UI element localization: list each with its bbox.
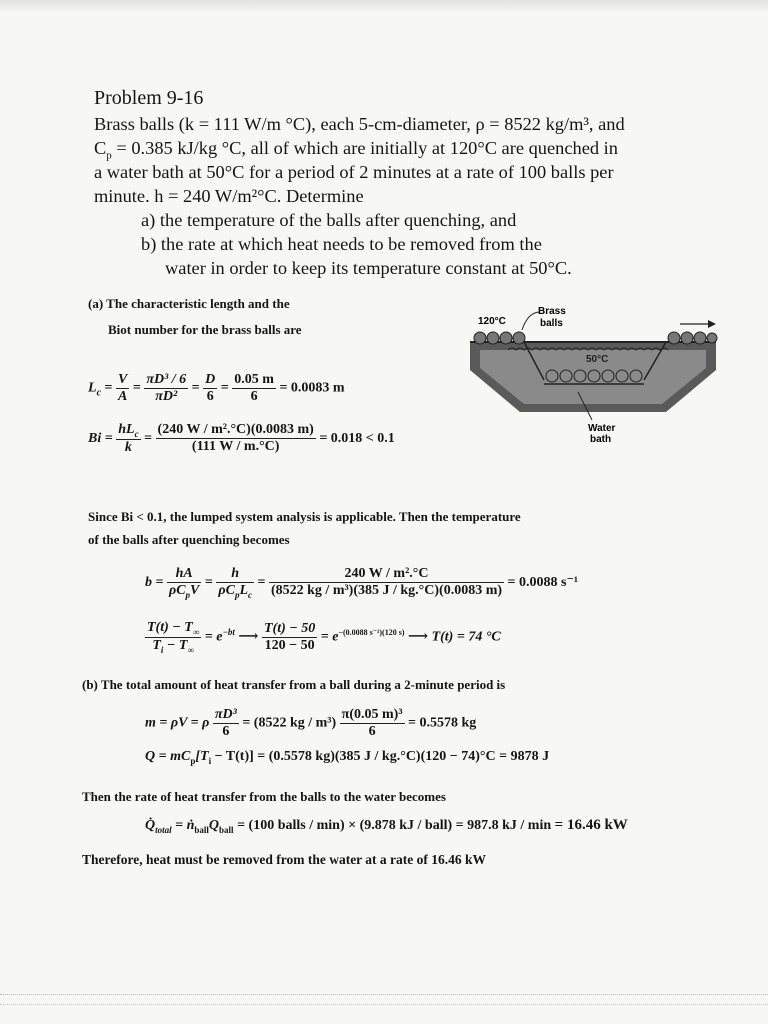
t-num-text: T(t) − T bbox=[147, 620, 193, 635]
page-bottom-edge-2 bbox=[0, 1004, 768, 1006]
q-rest-2: − T(t)] = (0.5578 kg)(385 J / kg.°C)(120 − 74)°C = 9878 J bbox=[211, 749, 550, 764]
ball bbox=[500, 332, 512, 344]
q-rest: [T bbox=[195, 749, 209, 764]
problem-line-3: a water bath at 50°C for a period of 2 minutes at a rate of 100 balls per bbox=[94, 162, 614, 182]
rate-equation bbox=[145, 817, 628, 835]
rho-c: ρC bbox=[168, 583, 186, 598]
ball bbox=[487, 332, 499, 344]
frac-num bbox=[145, 620, 201, 638]
t-den-mid: − T bbox=[163, 637, 188, 653]
b-symbol: b = bbox=[145, 575, 164, 591]
i-sub: i bbox=[160, 644, 164, 655]
hl-text: hL bbox=[118, 422, 135, 437]
cp-symbol: C bbox=[94, 138, 107, 158]
inf-sub: ∞ bbox=[187, 644, 194, 655]
i-sub: i bbox=[208, 755, 212, 766]
t-frac-1 bbox=[145, 620, 201, 655]
frac-num: h bbox=[216, 566, 254, 583]
ball-sub: ball bbox=[194, 824, 209, 835]
rho-c: ρC bbox=[218, 583, 235, 598]
frac-num: π(0.05 m)³ bbox=[341, 707, 403, 722]
exp-sup: −bt bbox=[222, 626, 235, 637]
d-frac bbox=[203, 372, 217, 405]
p-sub: p bbox=[234, 589, 240, 600]
ball-sub: ball bbox=[219, 824, 234, 835]
total-sub: total bbox=[155, 824, 172, 835]
q-ball: Q bbox=[208, 818, 220, 833]
m-lhs: m = ρV = ρ bbox=[145, 715, 210, 731]
eq-sign: = bbox=[104, 380, 113, 396]
water-label: Water bbox=[588, 423, 616, 434]
problem-line-2 bbox=[94, 138, 618, 162]
frac-num: 0.05 m bbox=[234, 372, 274, 387]
frac-num: πD³ bbox=[214, 707, 237, 722]
eq-sign: = bbox=[204, 575, 213, 591]
b-frac-1 bbox=[167, 566, 201, 600]
problem-line-1: Brass balls (k = 111 W/m °C), each 5-cm-diameter, ρ = 8522 kg/m³, and bbox=[94, 114, 625, 134]
b-frac-3 bbox=[269, 566, 504, 599]
q-dot: Q̇ bbox=[145, 818, 156, 833]
b-result: = 0.0088 s⁻¹ bbox=[507, 575, 579, 591]
t-den-text: T bbox=[152, 637, 161, 653]
frac-den: k bbox=[124, 439, 132, 455]
value-frac bbox=[232, 372, 276, 405]
m-result: = 0.5578 kg bbox=[408, 715, 477, 731]
hlc-over-k bbox=[116, 422, 140, 456]
c-sub: c bbox=[134, 428, 139, 439]
frac-den: (8522 kg / m³)(385 J / kg.°C)(0.0083 m) bbox=[270, 583, 503, 599]
then-line: Then the rate of heat transfer from the balls to the water becomes bbox=[82, 789, 446, 804]
rate-result: = 16.46 kW bbox=[554, 817, 628, 833]
eq-sign: = bbox=[132, 380, 141, 396]
solution-a-intro-2: Biot number for the brass balls are bbox=[108, 322, 302, 337]
v-over-a bbox=[116, 372, 129, 405]
bi-result: = 0.018 < 0.1 bbox=[319, 431, 395, 447]
problem-line-2-text: = 0.385 kJ/kg °C, all of which are initially at 120°C are quenched in bbox=[111, 138, 618, 158]
bath-label: bath bbox=[590, 434, 612, 445]
problem-line-4: minute. h = 240 W/m²°C. Determine bbox=[94, 186, 364, 206]
m-mid: = (8522 kg / m³) bbox=[242, 715, 337, 731]
p-sub: p bbox=[190, 755, 196, 766]
frac-den bbox=[216, 583, 254, 600]
rate-rest: = (100 balls / min) × (9.878 kJ / ball) = 987.8 kJ / min bbox=[233, 818, 555, 833]
frac-den: 6 bbox=[222, 724, 230, 739]
frac-den: 6 bbox=[206, 389, 214, 404]
exp-text: = e bbox=[204, 629, 223, 645]
l-symbol: L bbox=[239, 583, 248, 598]
page-bottom-edge bbox=[0, 994, 768, 996]
solution-a-intro-1: (a) The characteristic length and the bbox=[88, 296, 290, 311]
ball bbox=[694, 332, 706, 344]
v-symbol: V bbox=[190, 583, 200, 598]
frac-num: (240 W / m².°C)(0.0083 m) bbox=[157, 422, 314, 438]
n-dot: = ṅ bbox=[171, 818, 195, 833]
page-top-edge bbox=[0, 0, 768, 14]
frac-num: 240 W / m².°C bbox=[269, 566, 504, 583]
eq-sign: = bbox=[257, 575, 266, 591]
exp-sup: −(0.0088 s⁻¹)(120 s) bbox=[338, 627, 405, 637]
frac-num: hA bbox=[167, 566, 201, 583]
frac-den bbox=[145, 638, 201, 655]
eq-sign: = bbox=[220, 380, 229, 396]
exp-text: = e bbox=[320, 629, 339, 645]
frac-num: T(t) − 50 bbox=[263, 620, 316, 636]
frac-den: 120 − 50 bbox=[264, 637, 315, 653]
inf-sub: ∞ bbox=[192, 626, 200, 637]
frac-num: D bbox=[205, 372, 216, 387]
ball bbox=[513, 332, 525, 344]
q-lhs: Q = mC bbox=[145, 749, 191, 764]
since-line-1: Since Bi < 0.1, the lumped system analysis is applicable. Then the temperature bbox=[88, 509, 521, 524]
b-frac-2 bbox=[216, 566, 254, 600]
c-sub: c bbox=[248, 589, 252, 600]
frac-den: πD² bbox=[155, 389, 178, 404]
arrow-head bbox=[708, 320, 716, 328]
m-frac-1 bbox=[213, 707, 239, 740]
t-result: T(t) = 74 °C bbox=[431, 629, 501, 645]
frac-den: (111 W / m.°C) bbox=[191, 439, 280, 455]
brass-label: Brass bbox=[538, 306, 566, 317]
arrow-icon: ⟶ bbox=[408, 629, 429, 645]
conclusion-line: Therefore, heat must be removed from the water at a rate of 16.46 kW bbox=[82, 852, 487, 867]
lc-result: = 0.0083 m bbox=[279, 380, 345, 396]
solution-b-intro: (b) The total amount of heat transfer from a ball during a 2-minute period is bbox=[82, 677, 506, 692]
problem-title: Problem 9-16 bbox=[94, 87, 204, 109]
temperature-equation bbox=[145, 620, 501, 655]
balls-label: balls bbox=[540, 318, 563, 329]
t-frac-2 bbox=[262, 621, 317, 654]
lc-sub: c bbox=[96, 387, 102, 399]
q-equation bbox=[145, 749, 549, 766]
pi-frac bbox=[144, 372, 188, 405]
ball bbox=[668, 332, 680, 344]
p-sub: p bbox=[185, 589, 191, 600]
ball bbox=[707, 333, 717, 343]
lc-equation bbox=[88, 372, 345, 405]
bi-value-frac bbox=[156, 422, 316, 455]
mass-equation bbox=[145, 707, 476, 740]
frac-den: A bbox=[118, 389, 128, 404]
question-a: a) the temperature of the balls after quenching, and bbox=[141, 210, 517, 230]
frac-num: V bbox=[118, 372, 128, 387]
ball bbox=[474, 332, 486, 344]
frac-num: πD³ / 6 bbox=[146, 372, 187, 387]
eq-sign: = bbox=[191, 380, 200, 396]
eq-sign: = bbox=[144, 431, 153, 447]
bi-equation bbox=[88, 422, 395, 456]
bi-symbol: Bi = bbox=[88, 431, 113, 447]
quench-bath-figure bbox=[468, 300, 718, 450]
ball bbox=[681, 332, 693, 344]
frac-den: 6 bbox=[368, 724, 376, 739]
m-frac-2 bbox=[340, 707, 405, 740]
b-equation bbox=[145, 566, 578, 600]
frac-num bbox=[116, 422, 140, 440]
bath-temp-label: 50°C bbox=[586, 354, 609, 365]
since-line-2: of the balls after quenching becomes bbox=[88, 532, 290, 547]
frac-den: 6 bbox=[250, 389, 258, 404]
question-b-cont: water in order to keep its temperature constant at 50°C. bbox=[165, 258, 572, 278]
question-b: b) the rate at which heat needs to be removed from the bbox=[141, 234, 542, 254]
cp-subscript: p bbox=[106, 149, 112, 162]
frac-den bbox=[167, 583, 201, 600]
initial-temp-label: 120°C bbox=[478, 316, 506, 327]
lc-symbol: L bbox=[88, 380, 97, 396]
arrow-icon: ⟶ bbox=[238, 629, 259, 645]
